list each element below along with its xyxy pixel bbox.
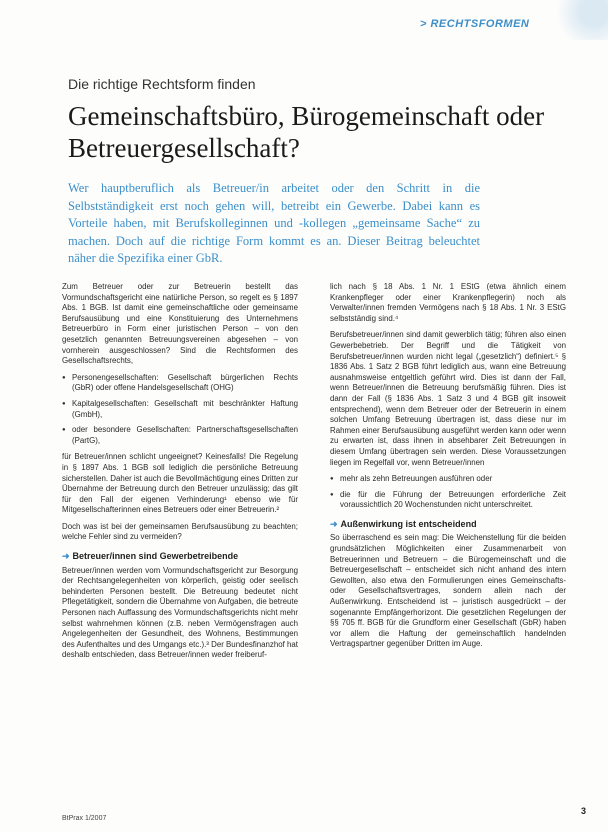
paragraph: Doch was ist bei der gemeinsamen Berufsausübung zu beachten; welche Fehler sind zu vermeiden? <box>62 521 298 542</box>
corner-decoration <box>538 0 608 40</box>
subheading <box>62 551 298 562</box>
subheading-text: Betreuer/innen sind Gewerbetreibende <box>72 551 239 562</box>
paragraph: für Betreuer/innen schlicht ungeeignet? Keinesfalls! Die Regelung in § 1897 Abs. 1 BGB soll lediglich die persönliche Betreuung sicherstellen. Daher ist auch die Bevollmächtigung eines Dritten zur Übernahme der Betreuung durch den Betreuer unzulässig; das gilt für den Fall der eigenen Verhinderung¹ ebenso wie für Mitgesellschafterinnen eines Betreuers oder einer Betreuerin.² <box>62 452 298 515</box>
subheading <box>330 519 566 530</box>
list-item: ● mehr als zehn Betreuungen ausführen oder <box>330 474 566 485</box>
subheading-text: Außenwirkung ist entscheidend <box>340 518 477 529</box>
list-item: ● die für die Führung der Betreuungen erforderliche Zeit voraussichtlich 20 Wochenstunden nicht unterschreitet. <box>330 490 566 511</box>
footer-source: BtPrax 1/2007 <box>62 815 107 822</box>
arrow-icon: ➜ <box>62 551 70 562</box>
kicker: Die richtige Rechtsform finden <box>68 76 256 92</box>
paragraph: Betreuer/innen werden vom Vormundschaftsgericht zur Besorgung der Rechtsangelegenheiten von körperlich, geistig oder seelisch behinderten Personen bestellt. Die Betreuung bedeutet nicht Pflegetätigkeit, sondern die Übernahme von Aufgaben, die betreute Personen nach Auffassung des Vormundschaftsgerichts nicht mehr selbst wahrnehmen können (z.B. neben Vermögensfragen auch Angelegenheiten der Gesundheit, des Wohnens, Bestimmungen des Aufenthaltes und des Umgangs etc.).³ Der Bundesfinanzhof hat deshalb entschieden, dass Betreuer/innen weder freiberuf- <box>62 565 298 660</box>
page-number: 3 <box>581 806 587 816</box>
paragraph: Berufsbetreuer/innen sind damit gewerblich tätig; führen also einen Gewerbebetrieb. Der Begriff und die Tätigkeit von Berufsbetreuer/innen wurden nicht legal („gesetzlich“) definiert.⁵ § 1836 Abs. 1 Satz 2 BGB führt lediglich aus, wann eine Betreuung ausnahmsweise entgeltlich geführt wird. Dies ist dann der Fall, wenn Betreuer/innen die Betreuung berufsmäßig führen. Dies ist dann der Fall (§ 1836 Abs. 1 Satz 3 und 4 BGB gilt insoweit entsprechend), wenn dem Betreuer oder der Betreuerin in einem solchen Umfang Betreuung übertragen ist, dass diese nur im Rahmen einer Berufsausübung ausgeführt werden kann oder wenn zu erwarten ist, dass ihnen in absehbarer Zeit Betreuungen in diesem Umfang übertragen sein werden. Diese Voraussetzungen liegen im Regelfall vor, wenn Betreuer/innen <box>330 330 566 467</box>
paragraph: lich nach § 18 Abs. 1 Nr. 1 EStG (etwa ähnlich einem Krankenpfleger oder einer Krankenpflegerin) noch als Verwalter/innen fremden Vermögens nach § 18 Abs. 1 Nr. 3 EStG selbstständig sind.⁴ <box>330 282 566 323</box>
paragraph: So überraschend es sein mag: Die Weichenstellung für die beiden grundsätzlichen Möglichkeiten einer Zusammenarbeit von Betreuerinnen und Betreuern – die Bürogemeinschaft und die Betreuergesellschaft – entscheidet sich nicht anhand des intern Gewollten, also etwa den Formulierungen eines Gemeinschafts- oder Gesellschaftsvertrages, sondern allein nach der Außenwirkung. Entscheidend ist – juristisch ausgedrückt – der sogenannte Empfängerhorizont. Die gesetzlichen Regelungen der §§ 705 ff. BGB für die Grundform einer Gesellschaft (GbR) haben vor allem die Haftung der gemeinschaftlich handelnden Vertragspartner gegenüber Dritten im Auge. <box>330 533 566 649</box>
list-item: ● oder besondere Gesellschaften: Partnerschaftsgesellschaften (PartG), <box>62 425 298 446</box>
paragraph: Zum Betreuer oder zur Betreuerin bestellt das Vormundschaftsgericht eine natürliche Person, so regelt es § 1897 Abs. 1 BGB. Ist damit eine gemeinschaftliche oder gemeinsame Berufsausübung und eine Konstituierung des Unternehmens Betreuerbüro in Form einer juristischen Person – von den gesetzlich genannten Betreuungsvereinen abgesehen – von vornherein ausgeschlossen? Sind die Rechtsformen des Gesellschaftsrechts, <box>62 282 298 366</box>
list-item: ● Kapitalgesellschaften: Gesellschaft mit beschränkter Haftung (GmbH), <box>62 399 298 420</box>
lead-paragraph: Wer hauptberuflich als Betreuer/in arbeitet oder den Schritt in die Selbstständigkeit erst noch gehen will, betreibt ein Gewerbe. Dabei kann es Vorteile haben, mit Berufskolleginnen und -kollegen „gemeinsame Sache“ zu machen. Doch auf die richtige Form kommt es an. Dieser Beitrag beleuchtet näher die Spezifika einer GbR. <box>68 181 480 265</box>
left-column <box>62 282 298 667</box>
article-title: Gemeinschaftsbüro, Bürogemeinschaft oder Betreuergesellschaft? <box>68 101 545 163</box>
section-tag: > RECHTSFORMEN <box>420 18 530 30</box>
bullet-list <box>330 474 566 511</box>
right-column <box>330 282 566 656</box>
arrow-icon: ➜ <box>330 518 338 529</box>
bullet-list <box>62 373 298 447</box>
list-item: ● Personengesellschaften: Gesellschaft bürgerlichen Rechts (GbR) oder offene Handelsgesellschaft (OHG) <box>62 373 298 394</box>
